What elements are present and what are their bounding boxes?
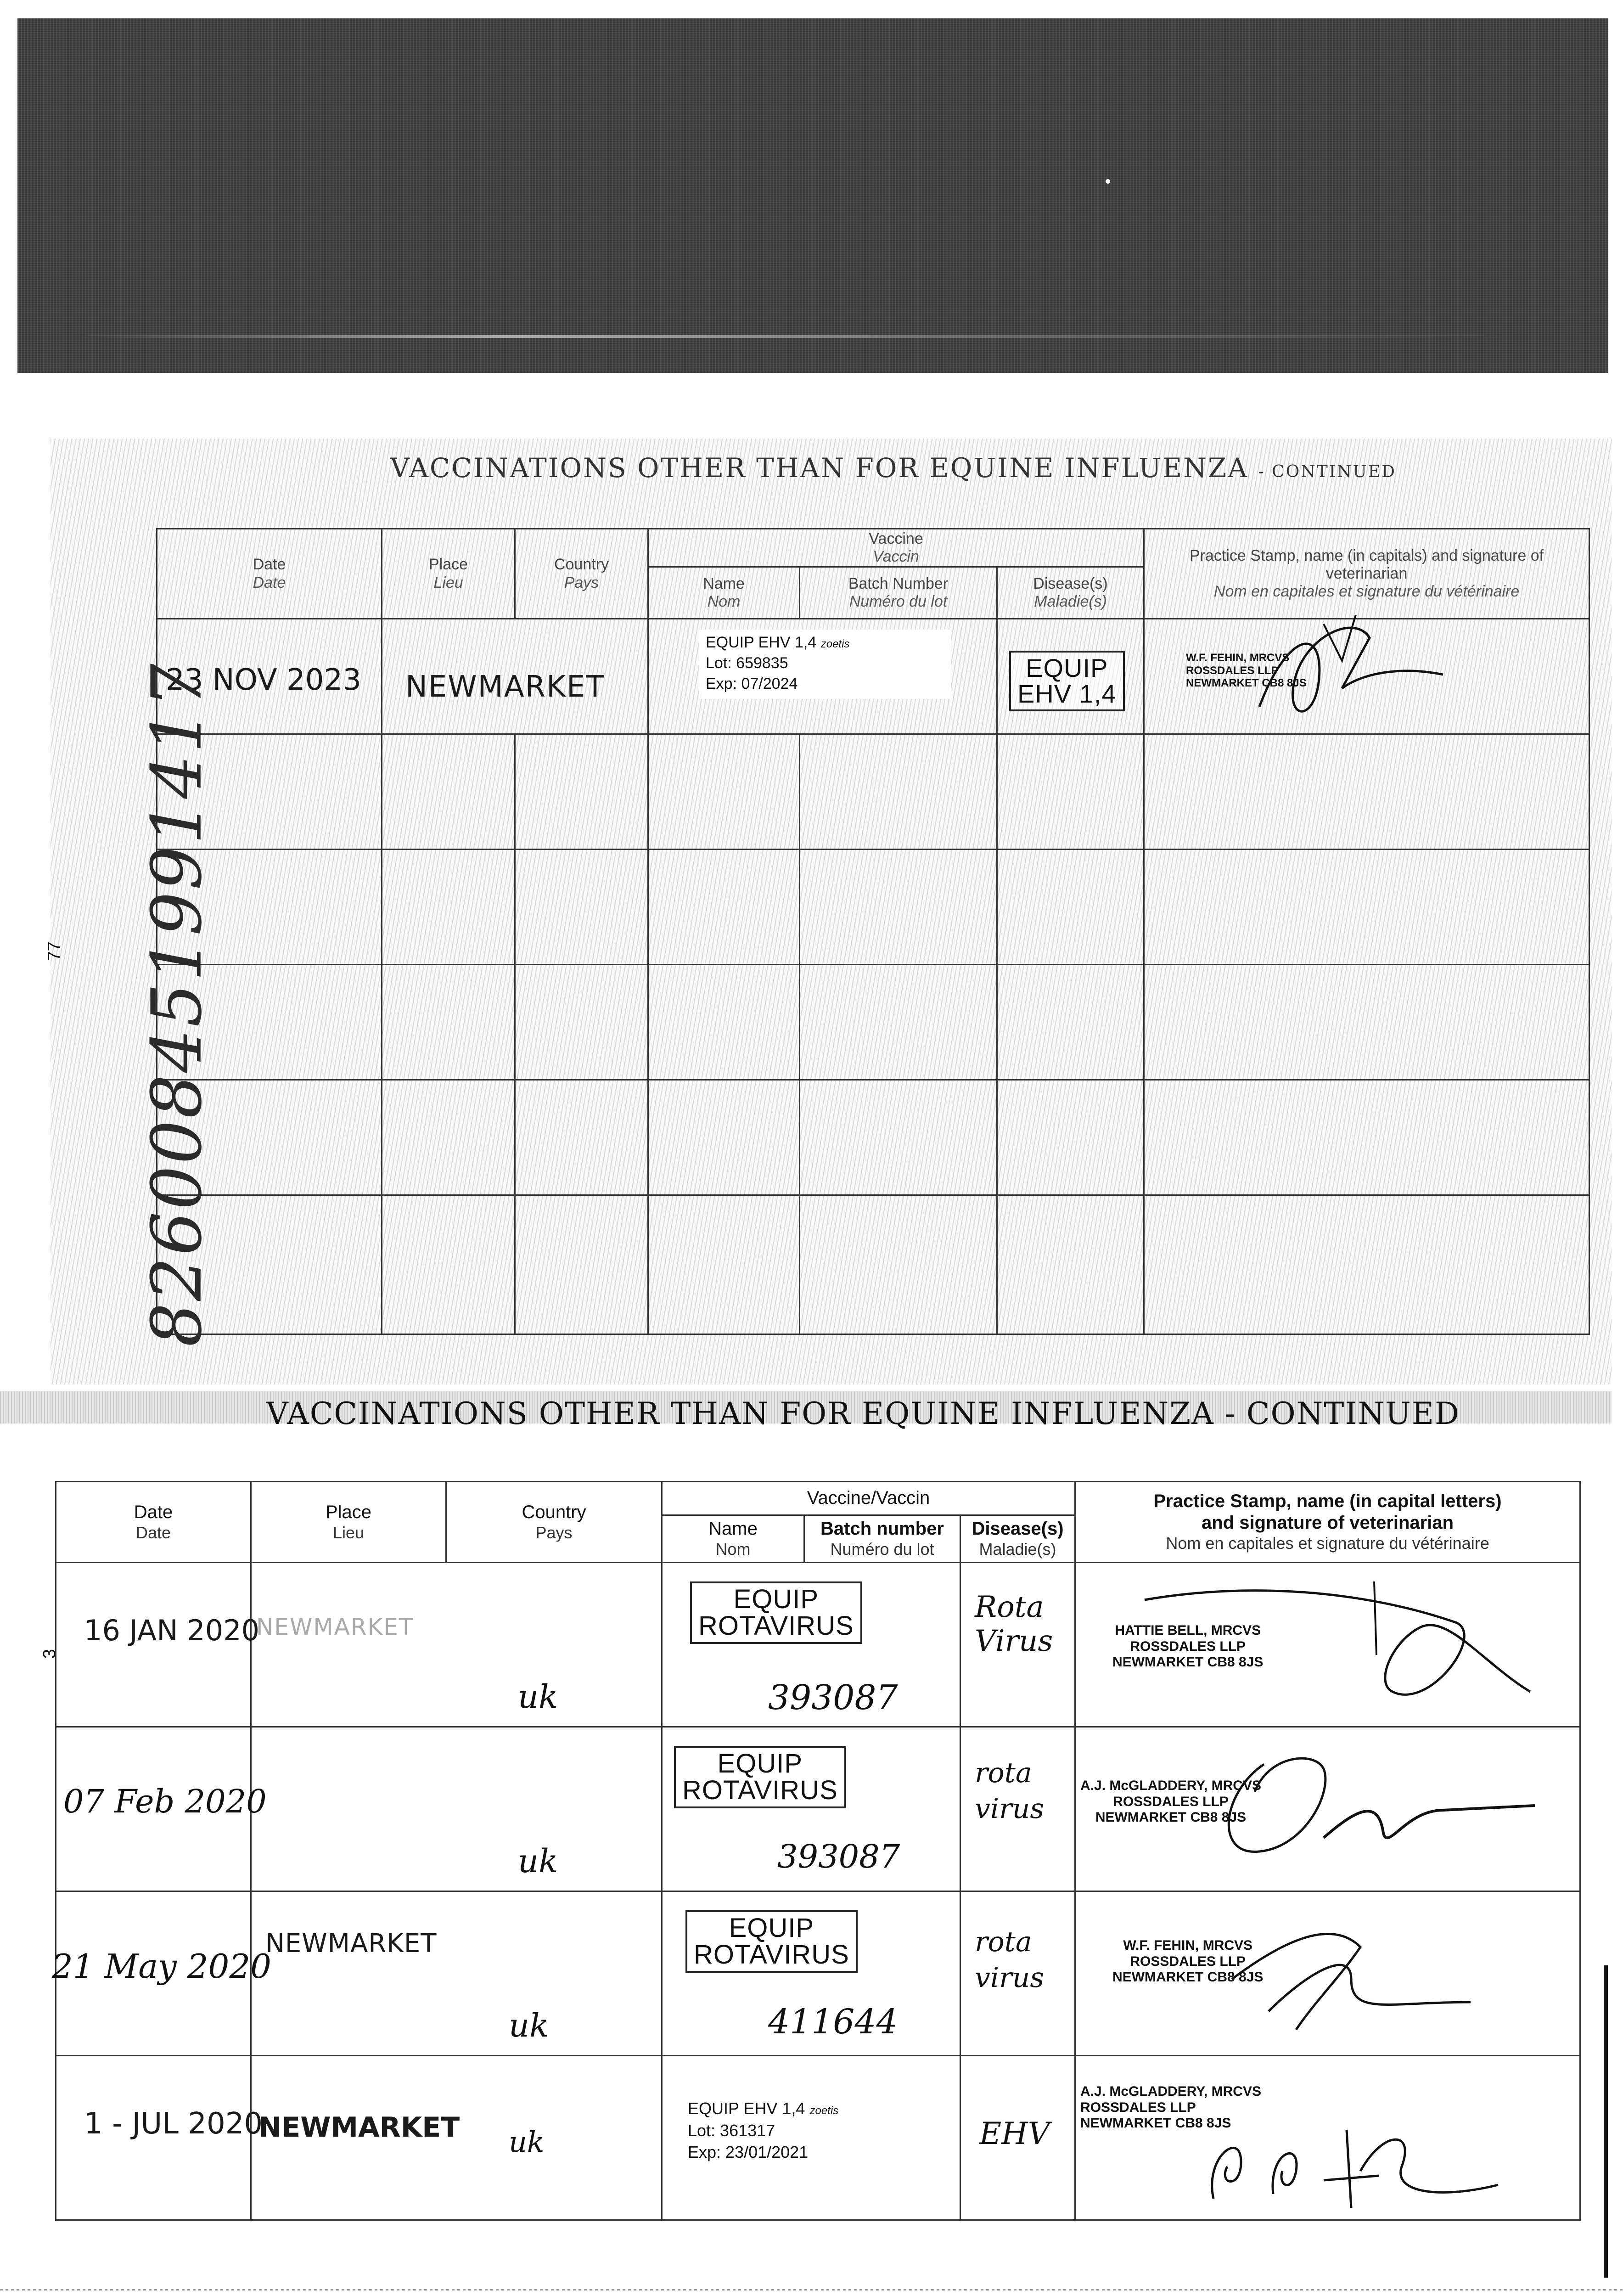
lower-row1-date-text: 16 JAN 2020 xyxy=(84,1614,260,1647)
upper-header-row xyxy=(157,529,1589,567)
lower-row4-date-text: 1 - JUL 2020 xyxy=(84,2107,263,2141)
upper-col-place-fr: Lieu xyxy=(433,574,463,591)
lower-row4-vet xyxy=(1075,2056,1580,2220)
lower-col-disease xyxy=(960,1515,1075,1563)
lower-col-name-en: Name xyxy=(708,1519,758,1539)
lower-col-country-fr: Pays xyxy=(535,1523,573,1542)
upper-table-row-empty xyxy=(157,850,1589,965)
lower-row1-place-country xyxy=(251,1563,662,1727)
upper-vaccination-table xyxy=(156,528,1590,1335)
lower-table-row xyxy=(56,1563,1580,1727)
upper-col-name-en: Name xyxy=(703,574,745,592)
lower-row3-vaccine xyxy=(662,1891,960,2056)
upper-row1-vaccine-label xyxy=(648,619,997,734)
upper-col-stamp-en: Practice Stamp, name (in capitals) and signature of veterinarian xyxy=(1190,546,1544,582)
upper-col-date-en: Date xyxy=(253,556,286,574)
lower-col-stamp xyxy=(1075,1482,1580,1563)
lower-vaccination-table xyxy=(52,1481,1581,2221)
lower-row2-vet-practice: ROSSDALES LLP xyxy=(1113,1794,1229,1809)
scan-dark-band xyxy=(17,18,1608,373)
lower-table-row xyxy=(56,2056,1580,2220)
upper-row1-signature xyxy=(1204,606,1461,743)
upper-row1-disease xyxy=(997,619,1144,734)
lower-row3-disease xyxy=(960,1891,1075,2056)
lower-row4-disease-text: EHV xyxy=(979,2116,1050,2151)
scan-dust-dot xyxy=(1106,179,1110,184)
lower-row1-batch-text: 393087 xyxy=(768,1678,898,1717)
lower-row1-vaccine-stamp-line2: ROTAVIRUS xyxy=(698,1611,854,1641)
lower-row2-signature xyxy=(1186,1737,1553,1884)
upper-col-place xyxy=(382,529,515,619)
lower-row4-label-brand: zoetis xyxy=(809,2105,839,2117)
upper-col-vaccine-fr: Vaccin xyxy=(873,548,919,565)
lower-col-place xyxy=(251,1482,446,1563)
upper-col-country-fr: Pays xyxy=(564,574,599,591)
lower-row4-vaccine-sticker xyxy=(688,2098,838,2163)
lower-row3-place-text: NEWMARKET xyxy=(265,1929,437,1958)
lower-row1-signature xyxy=(1135,1572,1549,1719)
lower-row4-label-name: EQUIP EHV 1,4 xyxy=(688,2099,805,2118)
lower-row1-vaccine-stamp xyxy=(690,1581,862,1644)
lower-row4-vet-name: A.J. McGLADDERY, MRCVS xyxy=(1080,2084,1261,2099)
lower-page-number: 3 xyxy=(40,1649,60,1659)
lower-row1-date xyxy=(56,1563,260,1727)
scan-bottom-edge xyxy=(0,2289,1623,2290)
lower-col-date xyxy=(56,1482,251,1563)
upper-page-number: 77 xyxy=(45,941,64,961)
lower-row2-vet-address: NEWMARKET CB8 8JS xyxy=(1095,1810,1247,1825)
lower-col-stamp-en2: and signature of veterinarian xyxy=(1202,1513,1454,1533)
upper-col-country xyxy=(515,529,648,619)
lower-col-disease-fr: Maladie(s) xyxy=(979,1540,1056,1559)
lower-row3-date xyxy=(52,1891,271,2056)
lower-row4-signature xyxy=(1186,2102,1535,2212)
upper-row1-vet-name: W.F. FEHIN, MRCVS xyxy=(1186,652,1290,664)
lower-row1-vaccine xyxy=(662,1563,960,1727)
scan-edge-bar xyxy=(1604,1965,1608,2278)
handwritten-microchip-number: 826008451991417 xyxy=(137,662,217,1347)
lower-row4-vet-practice: ROSSDALES LLP xyxy=(1080,2099,1196,2115)
upper-col-date xyxy=(157,529,382,619)
upper-col-stamp-fr: Nom en capitales et signature du vétérinaire xyxy=(1213,583,1520,601)
lower-row1-disease-text: Rota Virus xyxy=(975,1590,1053,1658)
lower-row2-date-text: 07 Feb 2020 xyxy=(63,1783,267,1820)
upper-col-place-en: Place xyxy=(428,556,468,574)
upper-row1-label-name: EQUIP EHV 1,4 xyxy=(706,634,817,651)
lower-col-stamp-en: Practice Stamp, name (in capital letters) xyxy=(1153,1491,1502,1512)
lower-row4-label-lot: Lot: 361317 xyxy=(688,2121,775,2140)
upper-table-row-empty xyxy=(157,1195,1589,1334)
lower-row4-disease xyxy=(960,2056,1075,2220)
upper-row1-label-brand: zoetis xyxy=(820,638,850,650)
lower-row3-vet-name: W.F. FEHIN, MRCVS xyxy=(1123,1938,1253,1953)
lower-col-name xyxy=(662,1515,804,1563)
lower-table-row xyxy=(56,1727,1580,1891)
lower-row1-vet-address: NEWMARKET CB8 8JS xyxy=(1112,1654,1264,1670)
upper-row1-vet-practice: ROSSDALES LLP xyxy=(1186,664,1279,677)
upper-table-row xyxy=(157,619,1589,734)
lower-row1-disease xyxy=(960,1563,1075,1727)
lower-col-name-fr: Nom xyxy=(715,1540,751,1559)
lower-row1-vaccine-stamp-line1: EQUIP xyxy=(733,1584,819,1614)
lower-row4-place-country xyxy=(251,2056,662,2220)
lower-col-disease-en: Disease(s) xyxy=(972,1519,1064,1539)
lower-col-date-fr: Date xyxy=(135,1523,171,1542)
lower-col-stamp-fr: Nom en capitales et signature du vétérinaire xyxy=(1166,1534,1489,1553)
lower-col-batch-en: Batch number xyxy=(820,1519,944,1539)
lower-col-place-fr: Lieu xyxy=(332,1523,365,1542)
lower-row2-vaccine xyxy=(662,1727,960,1891)
upper-col-vaccine xyxy=(648,529,1144,567)
lower-row2-vaccine-stamp-line1: EQUIP xyxy=(717,1749,803,1778)
lower-row2-vaccine-stamp-line2: ROTAVIRUS xyxy=(682,1775,838,1805)
lower-row2-batch-text: 393087 xyxy=(777,1838,900,1875)
lower-table-row xyxy=(56,1891,1580,2056)
upper-heading-suffix: - CONTINUED xyxy=(1258,462,1396,481)
lower-col-country xyxy=(446,1482,662,1563)
upper-col-disease-en: Disease(s) xyxy=(1033,574,1108,592)
lower-row3-vaccine-stamp-line2: ROTAVIRUS xyxy=(694,1940,849,1970)
lower-row4-place-text: NEWMARKET xyxy=(258,2111,460,2144)
lower-col-batch-fr: Numéro du lot xyxy=(830,1540,934,1559)
lower-row4-label-exp: Exp: 23/01/2021 xyxy=(688,2143,809,2162)
lower-row4-country-text: uk xyxy=(509,2125,545,2159)
upper-col-country-en: Country xyxy=(554,556,609,574)
upper-col-batch xyxy=(800,567,997,619)
lower-row3-vaccine-stamp xyxy=(685,1910,858,1973)
lower-row2-vaccine-stamp xyxy=(674,1746,846,1808)
lower-row1-country-text: uk xyxy=(518,1678,558,1716)
lower-row1-vet-name: HATTIE BELL, MRCVS xyxy=(1115,1623,1261,1638)
upper-row1-label-exp: Exp: 07/2024 xyxy=(706,675,798,692)
lower-row3-vaccine-stamp-line1: EQUIP xyxy=(729,1913,814,1943)
lower-row3-signature xyxy=(1213,1910,1489,2048)
upper-table-row-empty xyxy=(157,734,1589,850)
lower-heading: VACCINATIONS OTHER THAN FOR EQUINE INFLUENZA - CONTINUED xyxy=(266,1396,1460,1431)
upper-col-date-fr: Date xyxy=(253,574,286,591)
lower-col-vaccine: Vaccine/Vaccin xyxy=(662,1482,1075,1515)
lower-row3-vet-address: NEWMARKET CB8 8JS xyxy=(1112,1970,1264,1985)
lower-row3-vet xyxy=(1075,1891,1580,2056)
lower-row3-country-text: uk xyxy=(509,2007,549,2044)
upper-row1-place-text: NEWMARKET xyxy=(405,670,605,704)
upper-col-disease xyxy=(997,567,1144,619)
lower-row2-place-country xyxy=(251,1727,662,1891)
lower-row3-date-text: 21 May 2020 xyxy=(52,1947,271,1986)
lower-col-place-en: Place xyxy=(325,1502,372,1522)
upper-row1-date-text: 23 NOV 2023 xyxy=(166,663,361,697)
scan-scratch xyxy=(82,335,1505,338)
upper-row1-disease-stamp-line1: EQUIP xyxy=(1026,653,1108,682)
lower-col-date-en: Date xyxy=(134,1502,173,1522)
upper-col-vaccine-en: Vaccine xyxy=(869,529,923,547)
lower-col-country-en: Country xyxy=(522,1502,586,1522)
upper-col-batch-en: Batch Number xyxy=(848,574,949,592)
lower-row3-disease-text: rota virus xyxy=(975,1926,1045,1994)
upper-row1-label-lot: Lot: 659835 xyxy=(706,654,788,672)
lower-row3-batch-text: 411644 xyxy=(768,2002,898,2042)
lower-row4-vaccine xyxy=(662,2056,960,2220)
upper-row1-disease-stamp-line2: EHV 1,4 xyxy=(1017,679,1117,708)
upper-col-batch-fr: Numéro du lot xyxy=(849,593,948,610)
lower-row1-place-text: NEWMARKET xyxy=(256,1614,414,1640)
lower-row2-disease-text: rota virus xyxy=(975,1757,1045,1825)
lower-row4-date xyxy=(56,2056,263,2220)
upper-col-disease-fr: Maladie(s) xyxy=(1034,593,1107,610)
lower-row2-date xyxy=(56,1727,267,1891)
upper-heading-text: VACCINATIONS OTHER THAN FOR EQUINE INFLUENZA xyxy=(390,452,1249,484)
lower-row3-vet-practice: ROSSDALES LLP xyxy=(1130,1953,1246,1969)
upper-col-name-fr: Nom xyxy=(707,593,741,610)
upper-row1-vaccine-sticker xyxy=(699,630,951,699)
lower-row2-vet xyxy=(1075,1727,1580,1891)
lower-row2-disease xyxy=(960,1727,1075,1891)
lower-header-row xyxy=(56,1482,1580,1515)
upper-row1-place xyxy=(382,619,648,734)
lower-col-batch xyxy=(804,1515,960,1563)
upper-table-row-empty xyxy=(157,1080,1589,1195)
upper-row1-disease-stamp xyxy=(1009,651,1125,711)
lower-row1-vet-practice: ROSSDALES LLP xyxy=(1130,1638,1246,1654)
lower-row3-place-country xyxy=(251,1891,662,2056)
lower-row1-vet xyxy=(1075,1563,1580,1727)
lower-row2-vet-name: A.J. McGLADDERY, MRCVS xyxy=(1080,1778,1261,1793)
upper-row1-vet-address: NEWMARKET CB8 8JS xyxy=(1186,677,1307,690)
upper-table-row-empty xyxy=(157,965,1589,1080)
lower-row2-country-text: uk xyxy=(518,1842,558,1880)
upper-row1-vet-stamp xyxy=(1144,619,1589,734)
upper-heading xyxy=(390,452,1396,484)
upper-col-name xyxy=(648,567,800,619)
lower-row4-vet-address: NEWMARKET CB8 8JS xyxy=(1080,2116,1231,2131)
